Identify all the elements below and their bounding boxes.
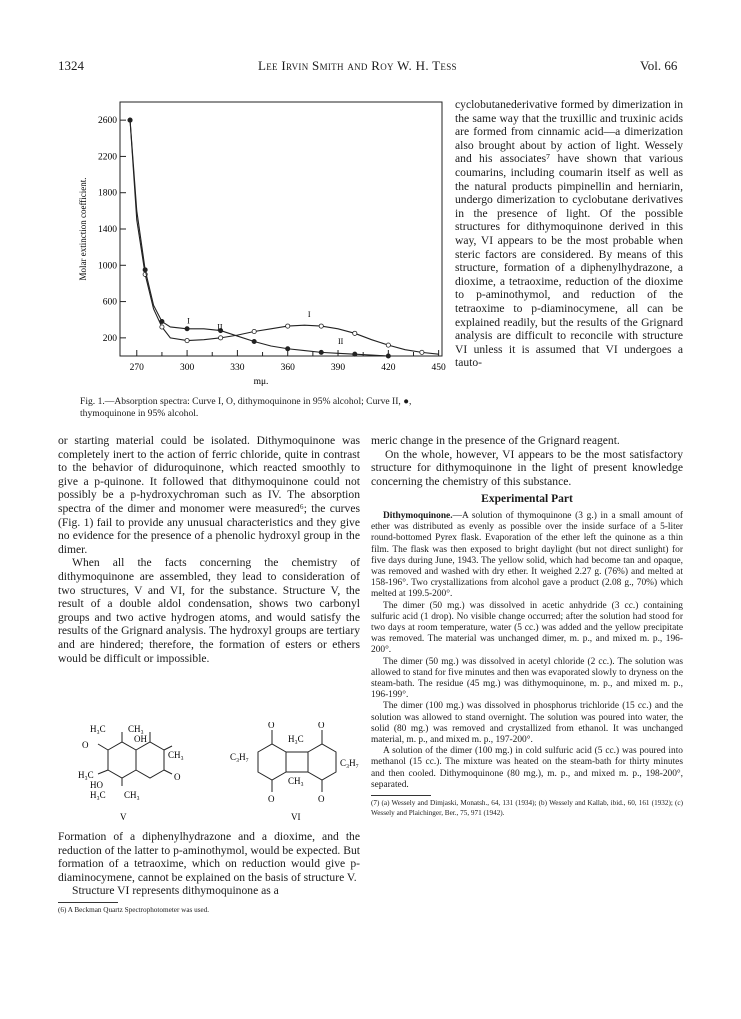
data-point bbox=[319, 324, 323, 328]
v-h3c-left: H₃C bbox=[78, 770, 94, 780]
series-line-2 bbox=[130, 120, 388, 356]
compound-name: Dithymoquinone. bbox=[383, 510, 453, 521]
paragraph: Structure VI represents dithymoquinone as a bbox=[72, 884, 279, 898]
paragraph: —A solution of thymoquinone (3 g.) in a small amount of ether was distributed as evenly as possible over the inside surface of a 5-liter round-bottomed Pyrex flask. Evaporation of the ether left the quinone as a thin film. The flask was then exposed to bright daylight (but not direct sunlight) for five days during June, 1943. The yellow solid, which had become tan and opaque, was removed and washed with dry ether. It weighed 2.27 g. (76%) and melted at 158-196°. Two crystallizations from alcohol gave a product (2.08 g., 70%) which melted at 199.5-200°. bbox=[371, 510, 683, 600]
data-point bbox=[128, 118, 132, 122]
experimental-text bbox=[371, 511, 683, 791]
running-head: Lee Irvin Smith and Roy W. H. Tess bbox=[258, 58, 457, 73]
x-tick-label: 450 bbox=[431, 363, 446, 373]
vi-o-bottom-right: O bbox=[318, 794, 325, 804]
vi-o-bottom-left: O bbox=[268, 794, 275, 804]
y-tick-label: 1400 bbox=[98, 225, 117, 235]
data-point bbox=[319, 350, 323, 354]
structure-vi-label: VI bbox=[291, 812, 301, 822]
data-point bbox=[353, 331, 357, 335]
curve-label: I bbox=[307, 309, 311, 319]
absorption-spectra-chart bbox=[72, 96, 450, 402]
y-tick-label: 1000 bbox=[98, 261, 117, 272]
vi-ch3: CH₃ bbox=[288, 776, 304, 786]
curve-label: I bbox=[187, 316, 190, 326]
v-ch3-right: CH₃ bbox=[168, 750, 184, 760]
paragraph: cyclobutanederivative formed by dimerization in the same way that the truxillic and truxinic acids are formed from cinnamic acid—a dimerization also brought about by action of light. Wessely and his associates⁷ have shown that various coumarins, including coumarin itself as well as the natural products pimpinellin and herniarin, undergo dimerization to cyclobutane derivatives in the presence of light. Of the possible structures for dithymoquinone derived in this way, VI appears to be the most probable when steric factors are considered. By means of this structure, formation of a diphenylhydrazone, a dioxime, a tetraoxime, reduction of the dioxime to p-aminothymol, and reduction of the tetraoxime to p-diaminocymene, all can be explained readily, but the results of the Grignard analysis are difficult to reconcile with structure VI unless it is assumed that VI undergoes a tauto- bbox=[455, 98, 683, 370]
curve-label: II bbox=[338, 337, 344, 347]
paragraph: or starting material could be isolated. Dithymoquinone was completely inert to the action of ferric chloride, quite in contrast to the behavior of diduroquinone, which reacted smoothly to give a p-quinone. It followed that dithymoquinone could not possibly be a p-hydroxychroman such as IV. The absorption spectra of the dimer and monomer were measured⁶; the curves (Fig. 1) fail to provide any unusual characteristics and they give no evidence for the presence of a phenolic hydroxyl group in the dimer. bbox=[58, 434, 360, 556]
data-point bbox=[386, 354, 390, 358]
x-tick-label: 330 bbox=[230, 363, 245, 373]
x-axis-label: mμ. bbox=[253, 377, 269, 387]
x-tick-label: 300 bbox=[179, 363, 195, 373]
v-h3c-top: H₃C bbox=[90, 724, 106, 734]
data-point bbox=[160, 325, 164, 329]
footnote-rule bbox=[371, 795, 431, 796]
data-point bbox=[252, 339, 256, 343]
data-point bbox=[185, 327, 189, 331]
y-tick-label: 2600 bbox=[98, 116, 117, 127]
y-axis-label: Molar extinction coefficient. bbox=[78, 177, 88, 281]
data-point bbox=[252, 329, 256, 333]
paragraph: The dimer (50 mg.) was dissolved in acetic anhydride (3 cc.) containing sulfuric acid (1 drop). No visible change occurred; after the solution had stood for two days at room temperature, water (5 cc.) was added and the yellow precipitate was removed. The material was unchanged dimer, m. p., and mixed m. p., 196-200°. bbox=[371, 600, 683, 656]
v-oh: OH bbox=[134, 734, 147, 744]
paragraph: Formation of a diphenylhydrazone and a dioxime, and the reduction of the latter to p-aminothymol, would be expected. But formation of a tetraoxime, which on reduction would give p-diaminocymene, cannot be explained on the basis of structure V. bbox=[58, 830, 360, 884]
v-o-right: O bbox=[174, 772, 181, 782]
paragraph: When all the facts concerning the chemistry of dithymoquinone are assembled, they lead to consideration of two structures, V and VI, for the substance. Structure V, the result of a double aldol condensation, shows two carbonyl groups and two active hydrogen atoms, and would satisfy the results of the Grignard analysis. The hydroxyl groups are tertiary and are hindered; therefore, the formation of esters or ethers would be difficult or impossible. bbox=[58, 556, 360, 665]
right-column-top bbox=[455, 98, 683, 370]
data-point bbox=[353, 352, 357, 356]
footnote-6: (6) A Beckman Quartz Spectrophotometer was used. bbox=[58, 905, 210, 914]
data-point bbox=[286, 324, 290, 328]
data-point bbox=[185, 338, 189, 342]
v-h3c-bottom: H₃C bbox=[90, 790, 106, 800]
vi-c3h7-right: C₃H₇ bbox=[340, 758, 359, 768]
curve-label: II bbox=[217, 322, 223, 332]
figure-caption: Fig. 1.—Absorption spectra: Curve I, O, dithymoquinone in 95% alcohol; Curve II, ●, thymoquinone in 95% alcohol. bbox=[80, 396, 412, 419]
left-column-lower bbox=[58, 830, 360, 915]
y-tick-label: 1800 bbox=[98, 188, 117, 199]
vi-o-top-left: O bbox=[268, 722, 275, 730]
y-tick-label: 200 bbox=[102, 333, 117, 344]
structures-figure bbox=[78, 722, 368, 832]
structure-v-label: V bbox=[120, 812, 127, 822]
data-point bbox=[160, 319, 164, 323]
paragraph: meric change in the presence of the Grignard reagent. bbox=[371, 434, 620, 447]
x-tick-label: 390 bbox=[330, 363, 346, 373]
vi-o-top-right: O bbox=[318, 722, 325, 730]
plot-frame bbox=[120, 102, 442, 356]
v-ch3-top: CH₃ bbox=[128, 724, 144, 734]
x-tick-label: 360 bbox=[280, 363, 295, 373]
x-tick-label: 420 bbox=[381, 363, 396, 373]
data-point bbox=[219, 336, 223, 340]
y-tick-label: 600 bbox=[102, 297, 117, 308]
right-column bbox=[371, 434, 683, 818]
data-point bbox=[286, 347, 290, 351]
y-tick-label: 2200 bbox=[98, 152, 117, 163]
vi-h3c: H₃C bbox=[288, 734, 304, 744]
left-column bbox=[58, 434, 360, 665]
v-ho: HO bbox=[90, 780, 103, 790]
footnote-rule bbox=[58, 902, 118, 903]
x-tick-label: 270 bbox=[129, 363, 144, 373]
series-line-1 bbox=[130, 120, 439, 354]
vi-c3h7-left: C₃H₇ bbox=[230, 752, 249, 762]
data-point bbox=[386, 343, 390, 347]
volume: Vol. 66 bbox=[640, 58, 678, 73]
v-ch3-bottom: CH₃ bbox=[124, 790, 140, 800]
paragraph: The dimer (50 mg.) was dissolved in acetyl chloride (2 cc.). The solution was allowed to stand for five minutes and then was evaporated slowly to dryness on the steam-bath. The residue (45 mg.) was dithymoquinone, m. p., and mixed m. p., 196-199°. bbox=[371, 656, 683, 701]
data-point bbox=[143, 268, 147, 272]
section-heading: Experimental Part bbox=[481, 493, 573, 506]
paragraph: A solution of the dimer (100 mg.) in cold sulfuric acid (5 cc.) was poured into methanol (15 cc.). The mixture was heated on the steam-bath for thirty minutes and then cooled. Dithymoquinone (80 mg.), m. p., and mixed m. p., 198-200°, separated. bbox=[371, 746, 683, 790]
paragraph: The dimer (100 mg.) was dissolved in phosphorus trichloride (15 cc.) and the solution was allowed to stand overnight. The solution was poured into water, the solid (80 mg.) was removed and crystallized from ethanol. It was unchanged material, m. p., and mixed m. p., 197-200°. bbox=[371, 701, 683, 746]
page-number: 1324 bbox=[58, 58, 84, 73]
v-o-left: O bbox=[82, 740, 89, 750]
footnote-7: (7) (a) Wessely and Dimjaski, Monatsh., 64, 131 (1934); (b) Wessely and Kallab, ibid., 60, 161 (1932); (c) Wessely and Plaichinger, Ber., 75, 971 (1942). bbox=[371, 799, 683, 817]
data-point bbox=[420, 350, 424, 354]
paragraph: On the whole, however, VI appears to be the most satisfactory structure for dithymoquinone in the light of present knowledge concerning the chemistry of this substance. bbox=[371, 447, 683, 488]
